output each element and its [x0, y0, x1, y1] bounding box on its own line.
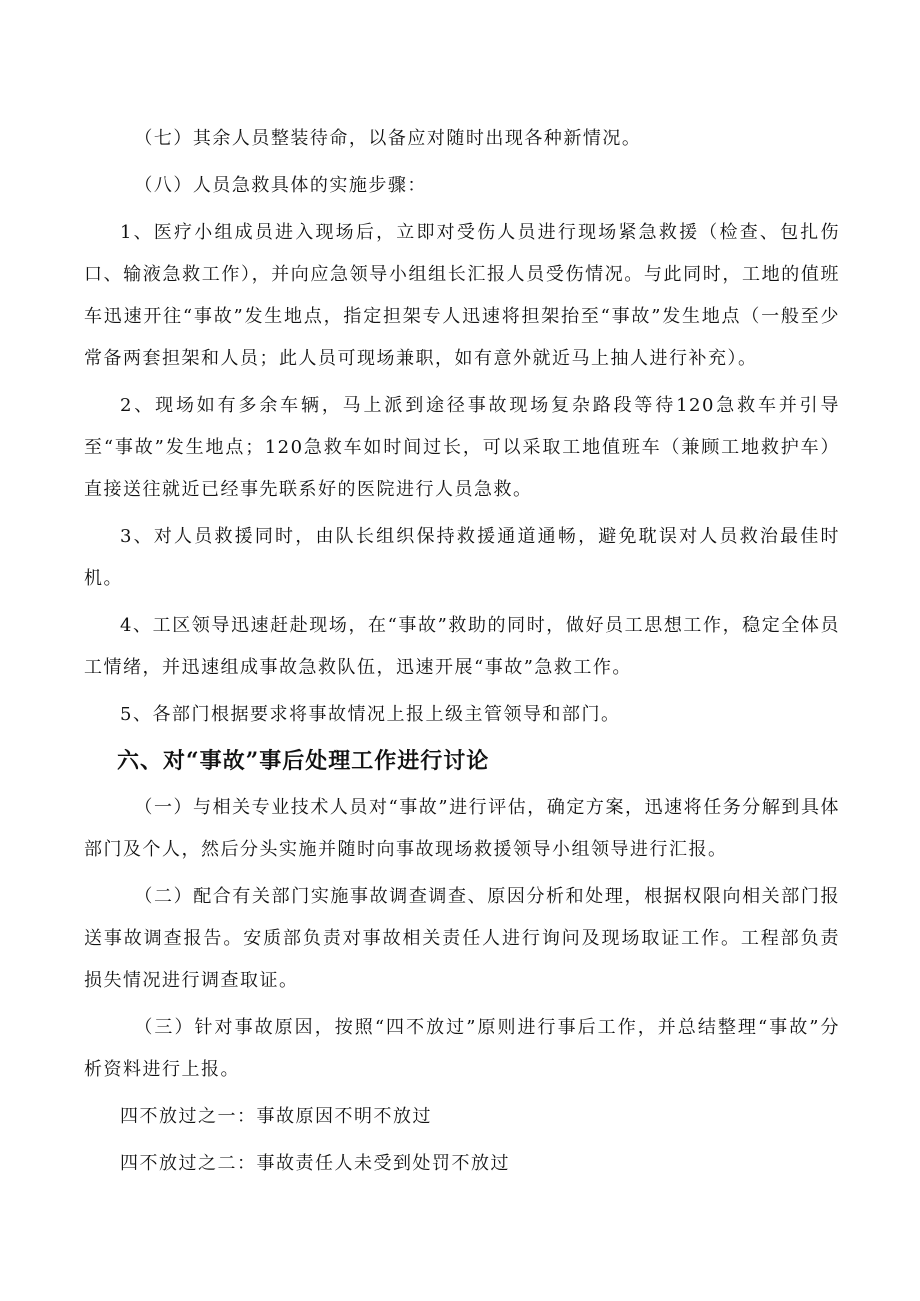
step-4-paragraph: 4、工区领导迅速赶赴现场，在“事故”救助的同时，做好员工思想工作，稳定全体员工情绪，并迅速组成事故急救队伍，迅速开展“事故”急救工作。 — [84, 615, 840, 678]
subsection-1-paragraph: （一）与相关专业技术人员对“事故”进行评估，确定方案，迅速将任务分解到具体部门及个人，然后分头实施并随时向事故现场救援领导小组领导进行汇报。 — [84, 797, 840, 860]
step-5-paragraph: 5、各部门根据要求将事故情况上报上级主管领导和部门。 — [120, 704, 621, 725]
subsection-3-paragraph: （三）针对事故原因，按照“四不放过”原则进行事后工作，并总结整理“事故”分析资料进行上报。 — [84, 1017, 840, 1080]
step-1-paragraph: 1、医疗小组成员进入现场后，立即对受伤人员进行现场紧急救援（检查、包扎伤口、输液急救工作），并向应急领导小组组长汇报人员受伤情况。与此同时，工地的值班车迅速开往“事故”发生地点，指定担架专人迅速将担架抬至“事故”发生地点（一般至少常备两套担架和人员；此人员可现场兼职，如有意外就近马上抽人进行补充）。 — [84, 222, 840, 369]
subsection-2-paragraph: （二）配合有关部门实施事故调查调查、原因分析和处理，根据权限向相关部门报送事故调查报告。安质部负责对事故相关责任人进行询问及现场取证工作。工程部负责损失情况进行调查取证。 — [84, 886, 840, 991]
four-not-pass-1: 四不放过之一：事故原因不明不放过 — [120, 1106, 432, 1127]
four-not-pass-2: 四不放过之二：事故责任人未受到处罚不放过 — [120, 1153, 510, 1174]
step-2-paragraph: 2、现场如有多余车辆，马上派到途径事故现场复杂路段等待120急救车并引导至“事故”发生地点；120急救车如时间过长，可以采取工地值班车（兼顾工地救护车）直接送往就近已经事先联系好的医院进行人员急救。 — [84, 395, 840, 500]
paragraph-7: （七）其余人员整装待命，以备应对随时出现各种新情况。 — [134, 128, 642, 149]
paragraph-8: （八）人员急救具体的实施步骤： — [134, 175, 427, 196]
step-3-paragraph: 3、对人员救援同时，由队长组织保持救援通道通畅，避免耽误对人员救治最佳时机。 — [84, 526, 840, 589]
document-body — [84, 118, 840, 1190]
section-heading: 六、对“事故”事后处理工作进行讨论 — [117, 748, 490, 774]
